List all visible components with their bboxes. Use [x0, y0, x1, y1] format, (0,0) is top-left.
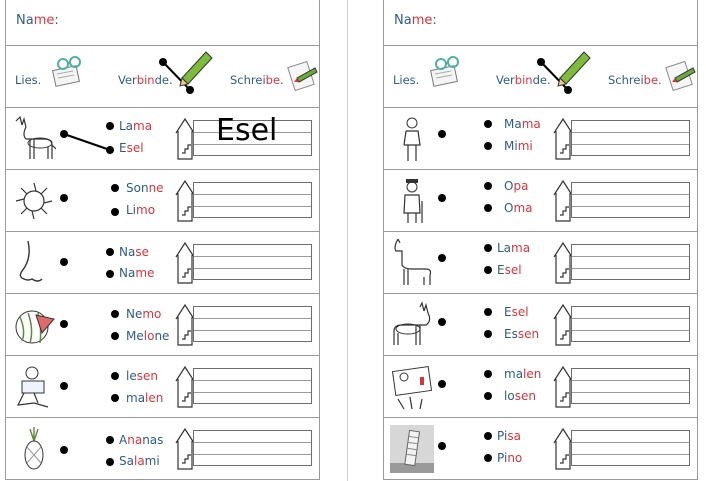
writing-lines[interactable]: [571, 430, 690, 466]
picture-dot[interactable]: [60, 130, 68, 138]
writing-lines[interactable]: [193, 368, 312, 404]
word-option-2: Oma: [504, 201, 533, 215]
word-option-2: Mimi: [504, 139, 533, 153]
word-dot-2[interactable]: [484, 392, 492, 400]
connect-instruction: Verbinde.: [496, 73, 551, 87]
word-option-2: Melone: [126, 329, 170, 343]
word-option-1: Lama: [119, 119, 153, 133]
watermelon-icon: [12, 301, 56, 349]
word-dot-1[interactable]: [484, 370, 492, 378]
name-label: Name:: [394, 13, 437, 28]
picture-dot[interactable]: [60, 258, 68, 266]
word-row-reading: [5, 356, 320, 418]
word-dot-1[interactable]: [111, 184, 119, 192]
word-option-2: Limo: [126, 203, 156, 217]
word-option-1: Pisa: [497, 429, 521, 443]
worksheet-left: [5, 0, 320, 481]
word-dot-2[interactable]: [106, 146, 114, 154]
word-option-2: Salami: [119, 454, 160, 468]
word-dot-2[interactable]: [484, 266, 492, 274]
page-divider: [347, 0, 348, 481]
word-option-2: Esel: [497, 263, 522, 277]
word-row-pisa: [383, 418, 698, 480]
word-option-1: Lama: [497, 241, 531, 255]
word-dot-1[interactable]: [484, 120, 492, 128]
reading-glasses-icon: [429, 52, 463, 90]
picture-dot[interactable]: [438, 254, 446, 262]
written-answer: Esel: [216, 113, 278, 148]
pencil-connect-icon: [156, 46, 216, 96]
writing-lines[interactable]: [193, 430, 312, 466]
picture-dot[interactable]: [438, 130, 446, 138]
pencil-connect-icon: [534, 46, 594, 96]
writing-lines[interactable]: [193, 306, 312, 342]
picture-dot[interactable]: [60, 446, 68, 454]
picture-dot[interactable]: [60, 320, 68, 328]
word-row-donkey: [383, 294, 698, 356]
word-option-1: Nemo: [126, 307, 162, 321]
write-instruction: Schreibe.: [608, 73, 662, 87]
picture-dot[interactable]: [60, 194, 68, 202]
llama-icon: [390, 239, 434, 287]
paper-pencil-icon: [665, 58, 697, 92]
word-dot-2[interactable]: [106, 458, 114, 466]
writing-lines[interactable]: [193, 113, 312, 156]
word-option-2: losen: [504, 389, 536, 403]
grandfather-icon: [390, 177, 434, 225]
word-dot-1[interactable]: [484, 182, 492, 190]
word-option-1: Ananas: [119, 433, 164, 447]
reading-glasses-icon: [51, 52, 85, 90]
word-dot-2[interactable]: [106, 270, 114, 278]
word-option-1: Mama: [504, 117, 541, 131]
worksheet-right: [383, 0, 698, 481]
name-label: Name:: [16, 13, 59, 28]
word-row-mother: [383, 108, 698, 170]
pineapple-icon: [12, 425, 56, 473]
picture-dot[interactable]: [438, 318, 446, 326]
word-option-1: Nase: [119, 245, 149, 259]
word-row-painting: [383, 356, 698, 418]
word-option-2: malen: [126, 391, 164, 405]
writing-lines[interactable]: [193, 244, 312, 280]
word-option-1: Sonne: [126, 181, 164, 195]
picture-dot[interactable]: [438, 442, 446, 450]
nose-icon: [12, 239, 56, 287]
paper-pencil-icon: [287, 58, 319, 92]
leaning-tower-icon: [390, 425, 434, 473]
word-row-grandfather: [383, 170, 698, 232]
word-option-1: malen: [504, 367, 542, 381]
word-option-1: Esel: [504, 305, 529, 319]
word-option-2: Pino: [497, 451, 523, 465]
word-row-donkey: [5, 108, 320, 170]
instructions-row: [383, 46, 698, 108]
word-dot-1[interactable]: [484, 244, 492, 252]
word-dot-1[interactable]: [106, 248, 114, 256]
word-dot-2[interactable]: [111, 394, 119, 402]
word-dot-1[interactable]: [106, 122, 114, 130]
name-row: [5, 0, 320, 46]
word-option-2: Essen: [504, 327, 540, 341]
mother-icon: [390, 115, 434, 163]
word-row-pineapple: [5, 418, 320, 480]
instructions-row: [5, 46, 320, 108]
connect-instruction: Verbinde.: [118, 73, 173, 87]
writing-lines[interactable]: [193, 182, 312, 218]
word-dot-2[interactable]: [484, 454, 492, 462]
word-dot-2[interactable]: [111, 332, 119, 340]
word-option-2: Esel: [119, 141, 144, 155]
boy-reading-icon: [12, 363, 56, 411]
word-dot-1[interactable]: [106, 436, 114, 444]
word-option-1: Opa: [504, 179, 529, 193]
word-dot-2[interactable]: [484, 204, 492, 212]
writing-lines[interactable]: [571, 368, 690, 404]
word-dot-1[interactable]: [484, 432, 492, 440]
picture-dot[interactable]: [60, 382, 68, 390]
word-row-watermelon: [5, 294, 320, 356]
picture-dot[interactable]: [438, 380, 446, 388]
name-row: [383, 0, 698, 46]
word-dot-2[interactable]: [111, 208, 119, 216]
word-row-llama: [383, 232, 698, 294]
writing-lines[interactable]: [571, 182, 690, 218]
donkey-icon: [390, 301, 434, 349]
word-dot-2[interactable]: [484, 330, 492, 338]
word-row-nose: [5, 232, 320, 294]
word-row-sun: [5, 170, 320, 232]
word-dot-1[interactable]: [484, 308, 492, 316]
picture-dot[interactable]: [438, 194, 446, 202]
read-instruction: Lies.: [393, 73, 420, 87]
word-dot-2[interactable]: [484, 142, 492, 150]
sun-icon: [12, 177, 56, 225]
word-dot-1[interactable]: [111, 310, 119, 318]
word-dot-1[interactable]: [111, 372, 119, 380]
donkey-icon: [12, 115, 56, 163]
writing-lines[interactable]: [571, 306, 690, 342]
writing-lines[interactable]: [571, 120, 690, 156]
painting-icon: [390, 363, 434, 411]
word-option-1: lesen: [126, 369, 158, 383]
word-option-2: Name: [119, 266, 155, 280]
read-instruction: Lies.: [15, 73, 42, 87]
writing-lines[interactable]: [571, 244, 690, 280]
write-instruction: Schreibe.: [230, 73, 284, 87]
